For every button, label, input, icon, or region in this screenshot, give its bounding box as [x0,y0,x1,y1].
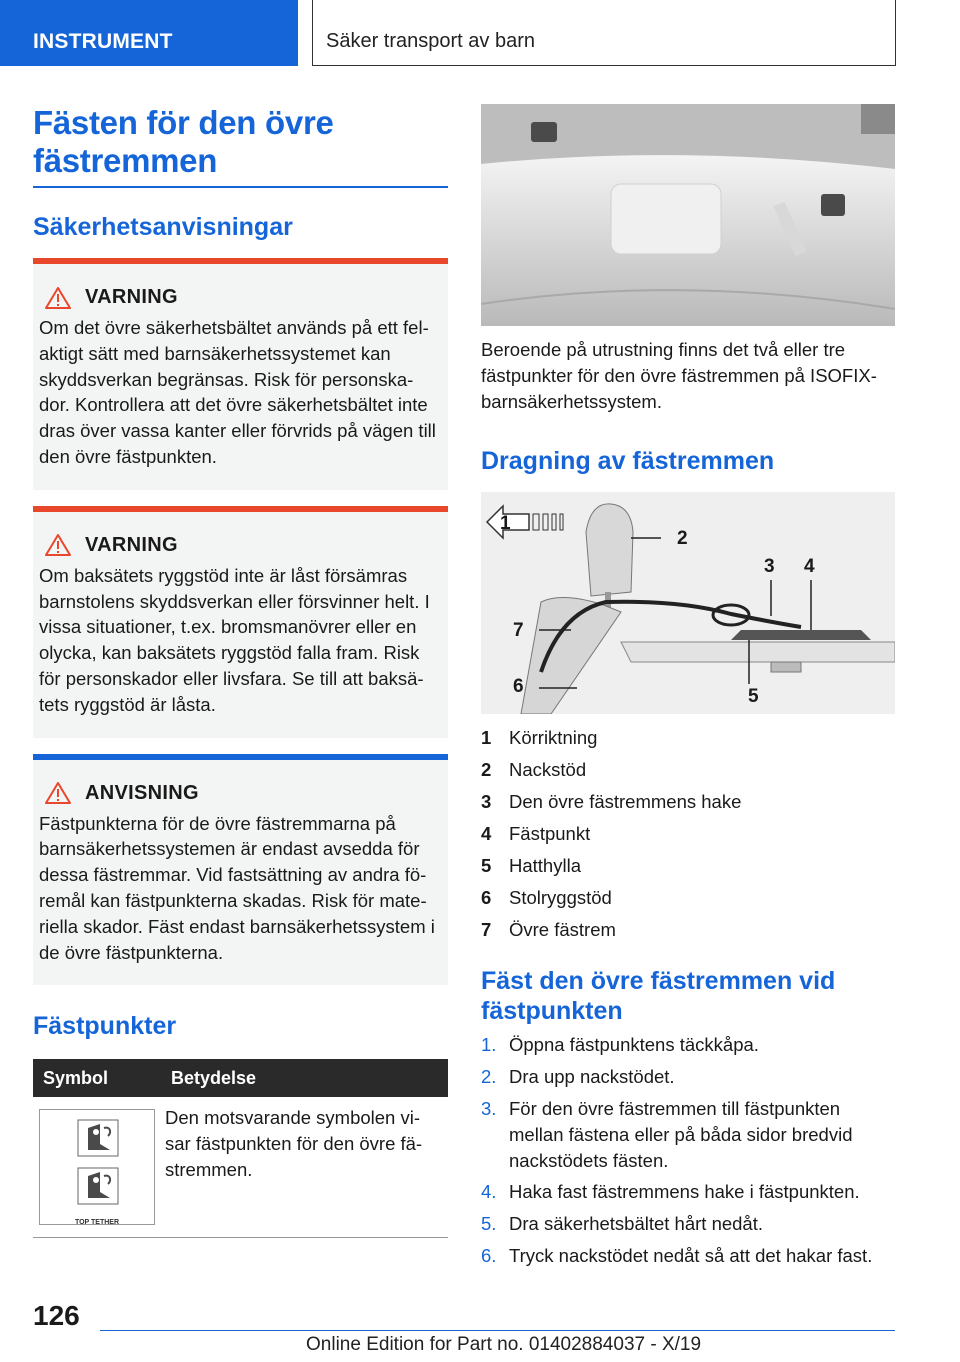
routing-diagram [481,492,895,714]
list-item: 4 Fästpunkt [481,823,591,845]
attach-heading: Fäst den övre fästremmen vid fästpunkten [481,967,836,1026]
warning-bar [33,258,448,264]
list-item: 6. Tryck nackstödet nedåt så att det hakar fast. [481,1244,873,1266]
heading-rule [33,186,448,188]
list-item: 1 Körriktning [481,727,598,749]
col-meaning-header: Betydelse [161,1059,448,1097]
diagram-label-7: 7 [513,620,524,642]
list-item: 2 Nackstöd [481,759,587,781]
table-row [33,1097,448,1237]
footer-rule [100,1330,895,1331]
list-item: 4. Haka fast fästremmens hake i fästpunkten. [481,1181,860,1203]
warning-label: VARNING [85,286,178,308]
notice-triangle-icon [45,782,71,804]
list-item: 6 Stolryggstöd [481,887,612,909]
diagram-label-4: 4 [804,556,815,578]
attach-steps [481,1032,895,1268]
diagram-label-2: 2 [677,528,688,550]
list-item: 5 Hatthylla [481,855,581,877]
page-number: 126 [33,1300,80,1331]
diagram-label-3: 3 [764,556,775,578]
notice-label: ANVISNING [85,781,199,804]
table-bottom-rule [33,1237,448,1238]
notice-text: Fästpunkterna för de övre fästremmarna på barnsäkerhetssystemen är endast avsedda för dessa fästremmar. Vid fastsättning av andra fö-remål kan fästpunkterna skadas. Risk för mate-riella skador. Fäst endast barnsäkerhetssystem i de övre fästpunkterna. [39,812,435,963]
left-column [33,104,448,1238]
col-symbol-header: Symbol [33,1059,161,1097]
page-title: Säker transport av barn [326,30,535,52]
list-item: 3. För den övre fästremmen till fästpunkten mellan fästena eller på båda sidor bredvid nackstödets fästen. [481,1097,853,1171]
list-item: 3 Den övre fästremmens hake [481,791,742,813]
symbol-table [33,1059,448,1237]
meaning-cell: Den motsvarande symbolen vi-sar fästpunkten för den övre fä-stremmen. [165,1107,423,1180]
warning-triangle-icon [45,287,71,309]
diagram-label-5: 5 [748,686,759,708]
edition-text: Online Edition for Part no. 01402884037 - X/19 [306,1334,702,1355]
top-tether-caption: TOP TETHER [74,1219,120,1227]
list-item: 7 Övre fästrem [481,919,616,941]
diagram-label-1: 1 [500,513,511,535]
warning-box-1 [33,258,448,490]
warning-text: Om det övre säkerhetsbältet används på ett fel-aktigt sätt med barnsäkerhetssystemet kan skyddsverkan begränsas. Risk för personska-dor. Kontrollera att det övre säkerhetsbältet inte dras över vassa kanter eller förvrids på vägen till den övre fästpunkten. [39,317,436,467]
points-heading: Fästpunkter [33,1012,177,1041]
routing-heading: Dragning av fästremmen [481,447,775,476]
warning-bar [33,506,448,512]
child-seat-icon [40,1110,156,1226]
notice-bar [33,754,448,760]
top-tether-symbol [39,1109,155,1225]
photo-caption: Beroende på utrustning finns det två eller tre fästpunkter för den övre fästremmen på ISOFIX-barnsäkerhetssystem. [481,339,877,412]
diagram-legend [481,722,895,946]
list-item: 5. Dra säkerhetsbältet hårt nedåt. [481,1213,764,1235]
section-heading: Fästen för den övre fästremmen [33,104,334,179]
notice-box [33,754,448,986]
warning-text: Om baksätets ryggstöd inte är låst försämras barnstolens skyddsverkan eller försvinner helt. I vissa situationer, t.ex. bromsmanövrer eller en olycka, kan baksätets ryggstöd falla fram. Risk för personskador eller livsfara. Se till att baksä-tets ryggstöd är låsta. [39,564,430,715]
rear-seat-photo [481,104,895,326]
list-item: 2. Dra upp nackstödet. [481,1066,675,1088]
right-column [481,104,895,1275]
warning-label: VARNING [85,533,178,556]
diagram-label-6: 6 [513,676,524,698]
warning-triangle-icon [45,534,71,556]
safety-heading: Säkerhetsanvisningar [33,213,293,241]
list-item: 1. Öppna fästpunktens täckkåpa. [481,1034,759,1056]
section-tab: INSTRUMENT [0,0,298,66]
warning-box-2 [33,506,448,738]
